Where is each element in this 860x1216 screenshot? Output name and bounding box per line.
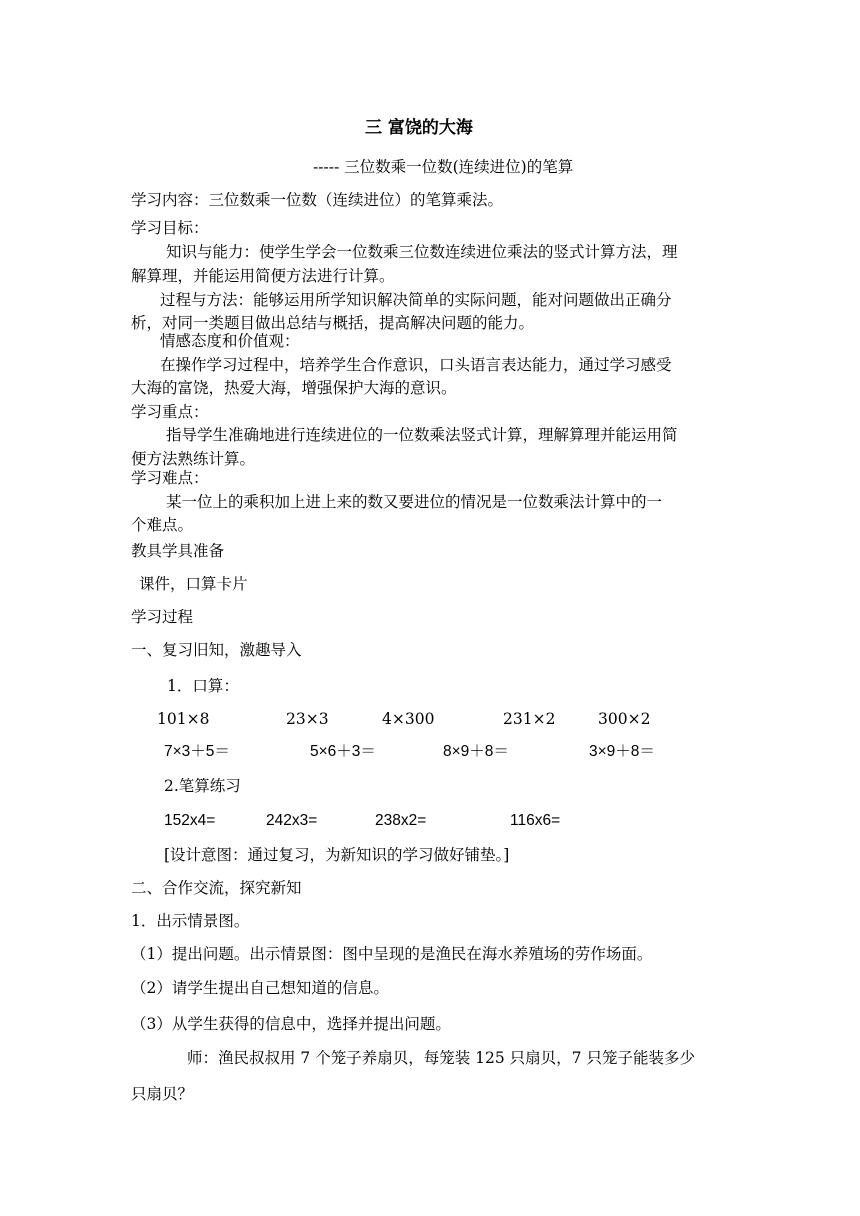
section1-heading: 一、复习旧知，激趣导入	[131, 641, 302, 659]
oral-calc-item: 4×300	[382, 710, 435, 728]
key-points-line1: 指导学生准确地进行连续进位的一位数乘法竖式计算，理解算理并能运用简	[166, 426, 678, 444]
document-title: 三 富饶的大海	[365, 118, 473, 138]
written-calc-row	[0, 811, 860, 831]
step-1-1: （1）提出问题。出示情景图：图中呈现的是渔民在海水养殖场的劳作场面。	[131, 945, 653, 963]
goal-knowledge-line1: 知识与能力：使学生学会一位数乘三位数连续进位乘法的竖式计算方法，理	[166, 243, 678, 261]
step-1: 1．出示情景图。	[131, 912, 250, 930]
tools-heading: 教具学具准备	[131, 542, 225, 560]
oral-calc-row2	[0, 742, 860, 762]
oral-calc-heading: 1．口算：	[167, 677, 239, 695]
section2-heading: 二、合作交流，探究新知	[131, 879, 302, 897]
goal-attitude-line1: 在操作学习过程中，培养学生合作意识，口头语言表达能力，通过学习感受	[160, 356, 672, 374]
goal-process-line1: 过程与方法：能够运用所学知识解决简单的实际问题，能对问题做出正确分	[160, 291, 672, 309]
teacher-question-line2: 只扇贝？	[131, 1085, 194, 1103]
process-heading: 学习过程	[131, 608, 194, 626]
oral-calc-item: 231×2	[503, 710, 556, 728]
written-calc-item: 116x6=	[510, 812, 561, 829]
difficulty-heading: 学习难点：	[131, 469, 209, 487]
goal-attitude-line2: 大海的富饶，热爱大海，增强保护大海的意识。	[131, 379, 457, 397]
difficulty-line1: 某一位上的乘积加上进上来的数又要进位的情况是一位数乘法计算中的一	[166, 493, 663, 511]
oral-calc-item: 23×3	[286, 710, 329, 728]
written-calc-item: 238x2=	[375, 812, 427, 829]
step-1-2: （2）请学生提出自己想知道的信息。	[131, 979, 389, 997]
goal-knowledge-line2: 解算理，并能运用简便方法进行计算。	[131, 267, 395, 285]
oral-calc-item: 300×2	[598, 710, 651, 728]
document-subtitle: ----- 三位数乘一位数(连续进位)的笔算	[313, 158, 574, 176]
written-calc-item: 242x3=	[266, 812, 318, 829]
oral-calc-item: 3×9＋8＝	[589, 743, 655, 760]
step-1-3: （3）从学生获得的信息中，选择并提出问题。	[131, 1015, 451, 1033]
design-note: [设计意图：通过复习，为新知识的学习做好铺垫。]	[164, 846, 510, 864]
teacher-question-line1: 师：渔民叔叔用 7 个笼子养扇贝，每笼装 125 只扇贝，7 只笼子能装多少	[187, 1049, 695, 1067]
written-calc-item: 152x4=	[164, 812, 216, 829]
goal-process-line2: 析，对同一类题目做出总结与概括，提高解决问题的能力。	[131, 314, 535, 332]
oral-calc-item: 101×8	[157, 710, 210, 728]
key-points-heading: 学习重点：	[131, 403, 209, 421]
tools-line: 课件，口算卡片	[139, 575, 248, 593]
key-points-line2: 便方法熟练计算。	[131, 450, 256, 468]
written-calc-heading: 2.笔算练习	[164, 777, 241, 795]
oral-calc-item: 7×3＋5＝	[164, 743, 230, 760]
goals-heading: 学习目标：	[131, 219, 209, 237]
oral-calc-item: 8×9＋8＝	[443, 743, 509, 760]
goal-attitude-heading: 情感态度和价值观：	[160, 332, 300, 350]
difficulty-line2: 个难点。	[131, 516, 194, 534]
oral-calc-item: 5×6＋3＝	[310, 743, 376, 760]
learning-content: 学习内容：三位数乘一位数（连续进位）的笔算乘法。	[131, 191, 504, 209]
oral-calc-row1	[0, 709, 860, 729]
